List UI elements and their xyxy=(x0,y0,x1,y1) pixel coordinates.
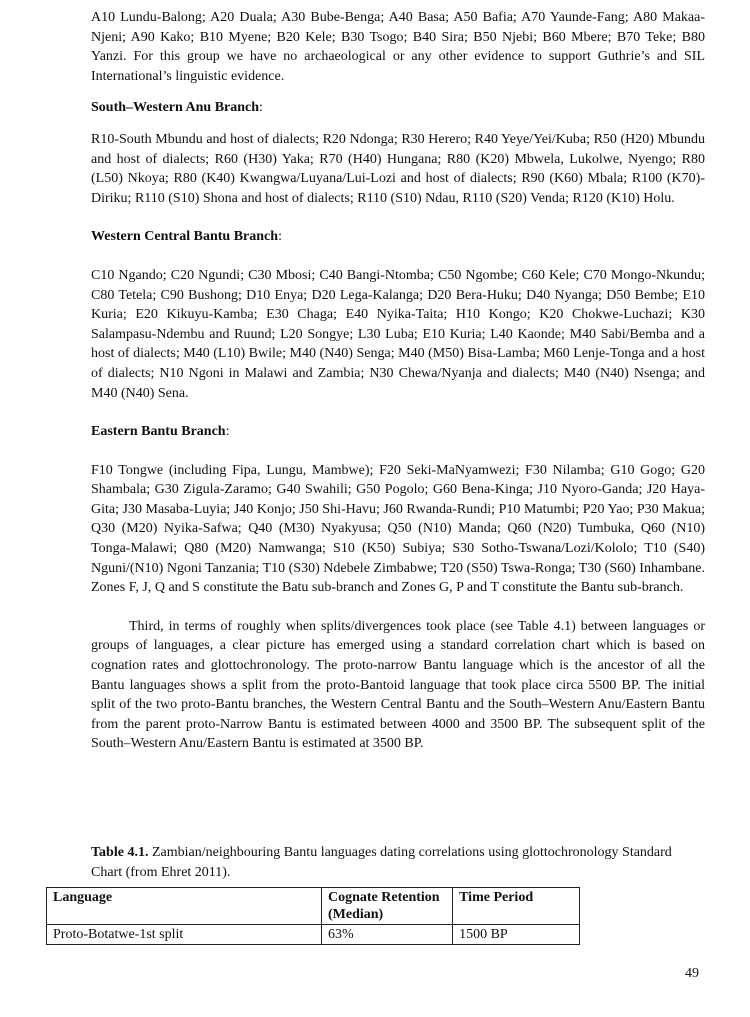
intro-paragraph: A10 Lundu-Balong; A20 Duala; A30 Bube-Benga; A40 Basa; A50 Bafia; A70 Yaunde-Fang; A80 Makaa-Njeni; A90 Kako; B10 Myene; B20 Kele; B30 Tsogo; B40 Sira; B50 Njebi; B60 Mbere; B70 Teke; B80 Yanzi. For this group we have no archaeological or any other evidence to support Guthrie’s and SIL International’s linguistic evidence. xyxy=(91,10,705,84)
table-cell-cognate-retention: 63% xyxy=(321,925,452,945)
section-heading-western-central-bantu: Western Central Bantu Branch: xyxy=(91,229,282,245)
page-number: 49 xyxy=(685,966,699,981)
section-heading-text: South–Western Anu Branch xyxy=(91,100,260,116)
section-heading-text: Eastern Bantu Branch xyxy=(91,424,226,440)
document-page xyxy=(91,8,705,754)
section-body-south-western-anu: R10-South Mbundu and host of dialects; R20 Ndonga; R30 Herero; R40 Yeye/Yei/Kuba; R50 (H20) Mbundu and host of dialects; R60 (H30) Yaka; R70 (H40) Hungana; R80 (K20) Mbwela, Lukolwe, Nyengo; R80 (L50) Nkoya; R80 (K40) Kwangwa/Luyana/Lui-Lozi and host of dialects; R90 (K60) Mbala; R100 (K70)-Diriku; R110 (S10) Shona and host of dialects; R110 (S10) Ndau, R110 (S20) Venda; R120 (K10) Holu. xyxy=(91,131,705,206)
third-paragraph: Third, in terms of roughly when splits/divergences took place (see Table 4.1) between languages or groups of languages, a clear picture has emerged using a standard correlation chart which is based on cognation rates and glottochronology. The proto-narrow Bantu language which is the ancestor of all the Bantu languages shows a split from the proto-Bantoid language that took place circa 5500 BP. The initial split of the two proto-Bantu branches, the Western Central Bantu and the South–Western Anu/Eastern Bantu from the parent proto-Narrow Bantu is estimated between 4000 and 3500 BP. The subsequent split of the South–Western Anu/Eastern Bantu is estimated at 3500 BP. xyxy=(91,618,705,752)
table-caption xyxy=(91,843,705,882)
section-body-western-central-bantu: C10 Ngando; C20 Ngundi; C30 Mbosi; C40 Bangi-Ntomba; C50 Ngombe; C60 Kele; C70 Mongo-Nkundu; C80 Tetela; C90 Bushong; D10 Enya; D20 Lega-Kalanga; D20 Bera-Huku; D40 Nyanga; D50 Bembe; E10 Kuria; E20 Kikuyu-Kamba; E30 Chaga; E40 Nyika-Taita; H10 Kongo; K20 Chokwe-Luchazi; K30 Salampasu-Ndembu and Ruund; L20 Songye; L30 Luba; E10 Kuria; L40 Kaonde; M40 Sabi/Bemba and a host of dialects; M40 (L10) Bwile; M40 (N40) Senga; M40 (M50) Bisa-Lamba; M60 Lenje-Tonga and a host of dialects; N10 Ngoni in Malawi and Zambia; N30 Chewa/Nyanja and dialects; M40 (N40) Nsenga; and M40 (N40) Sena. xyxy=(91,267,705,401)
dating-correlation-table xyxy=(46,887,580,945)
table-cell-time-period: 1500 BP xyxy=(453,925,580,945)
table-row xyxy=(47,925,580,945)
table-caption-text: Zambian/neighbouring Bantu languages dating correlations using glottochronology Standard Chart (from Ehret 2011). xyxy=(91,845,672,880)
table-header-language: Language xyxy=(47,888,322,925)
section-heading-south-western-anu: South–Western Anu Branch: xyxy=(91,100,263,116)
table-header-time-period: Time Period xyxy=(453,888,580,925)
table-caption-label: Table 4.1. xyxy=(91,845,149,860)
table-header-row xyxy=(47,888,580,925)
section-heading-eastern-bantu: Eastern Bantu Branch: xyxy=(91,424,230,440)
section-heading-text: Western Central Bantu Branch xyxy=(91,229,279,245)
section-body-eastern-bantu: F10 Tongwe (including Fipa, Lungu, Mambwe); F20 Seki-MaNyamwezi; F30 Nilamba; G10 Gogo; G20 Shambala; G30 Zigula-Zaramo; G40 Swahili; G50 Pogolo; G60 Bena-Kinga; J10 Nyoro-Ganda; J20 Haya-Gita; J30 Masaba-Luyia; J40 Konjo; J50 Shi-Havu; J60 Rwanda-Rundi; P10 Matumbi; P20 Yao; P30 Makua; Q30 (M20) Nyika-Safwa; Q40 (M30) Nyakyusa; Q50 (N10) Manda; Q60 (N20) Tumbuka, Q60 (N10) Tonga-Malawi; Q80 (M20) Namwanga; S10 (K50) Subiya; S30 Sotho-Tswana/Lozi/Kololo; T10 (S40) Nguni/(N10) Ngoni Tanzania; T10 (S30) Ndebele Zimbabwe; T20 (S50) Tswa-Ronga; T30 (S60) Inhambane. Zones F, J, Q and S constitute the Batu sub-branch and Zones G, P and T constitute the Bantu sub-branch. xyxy=(91,462,705,596)
table-header-cognate-retention: Cognate Retention (Median) xyxy=(321,888,452,925)
table-cell-language: Proto-Botatwe-1st split xyxy=(47,925,322,945)
